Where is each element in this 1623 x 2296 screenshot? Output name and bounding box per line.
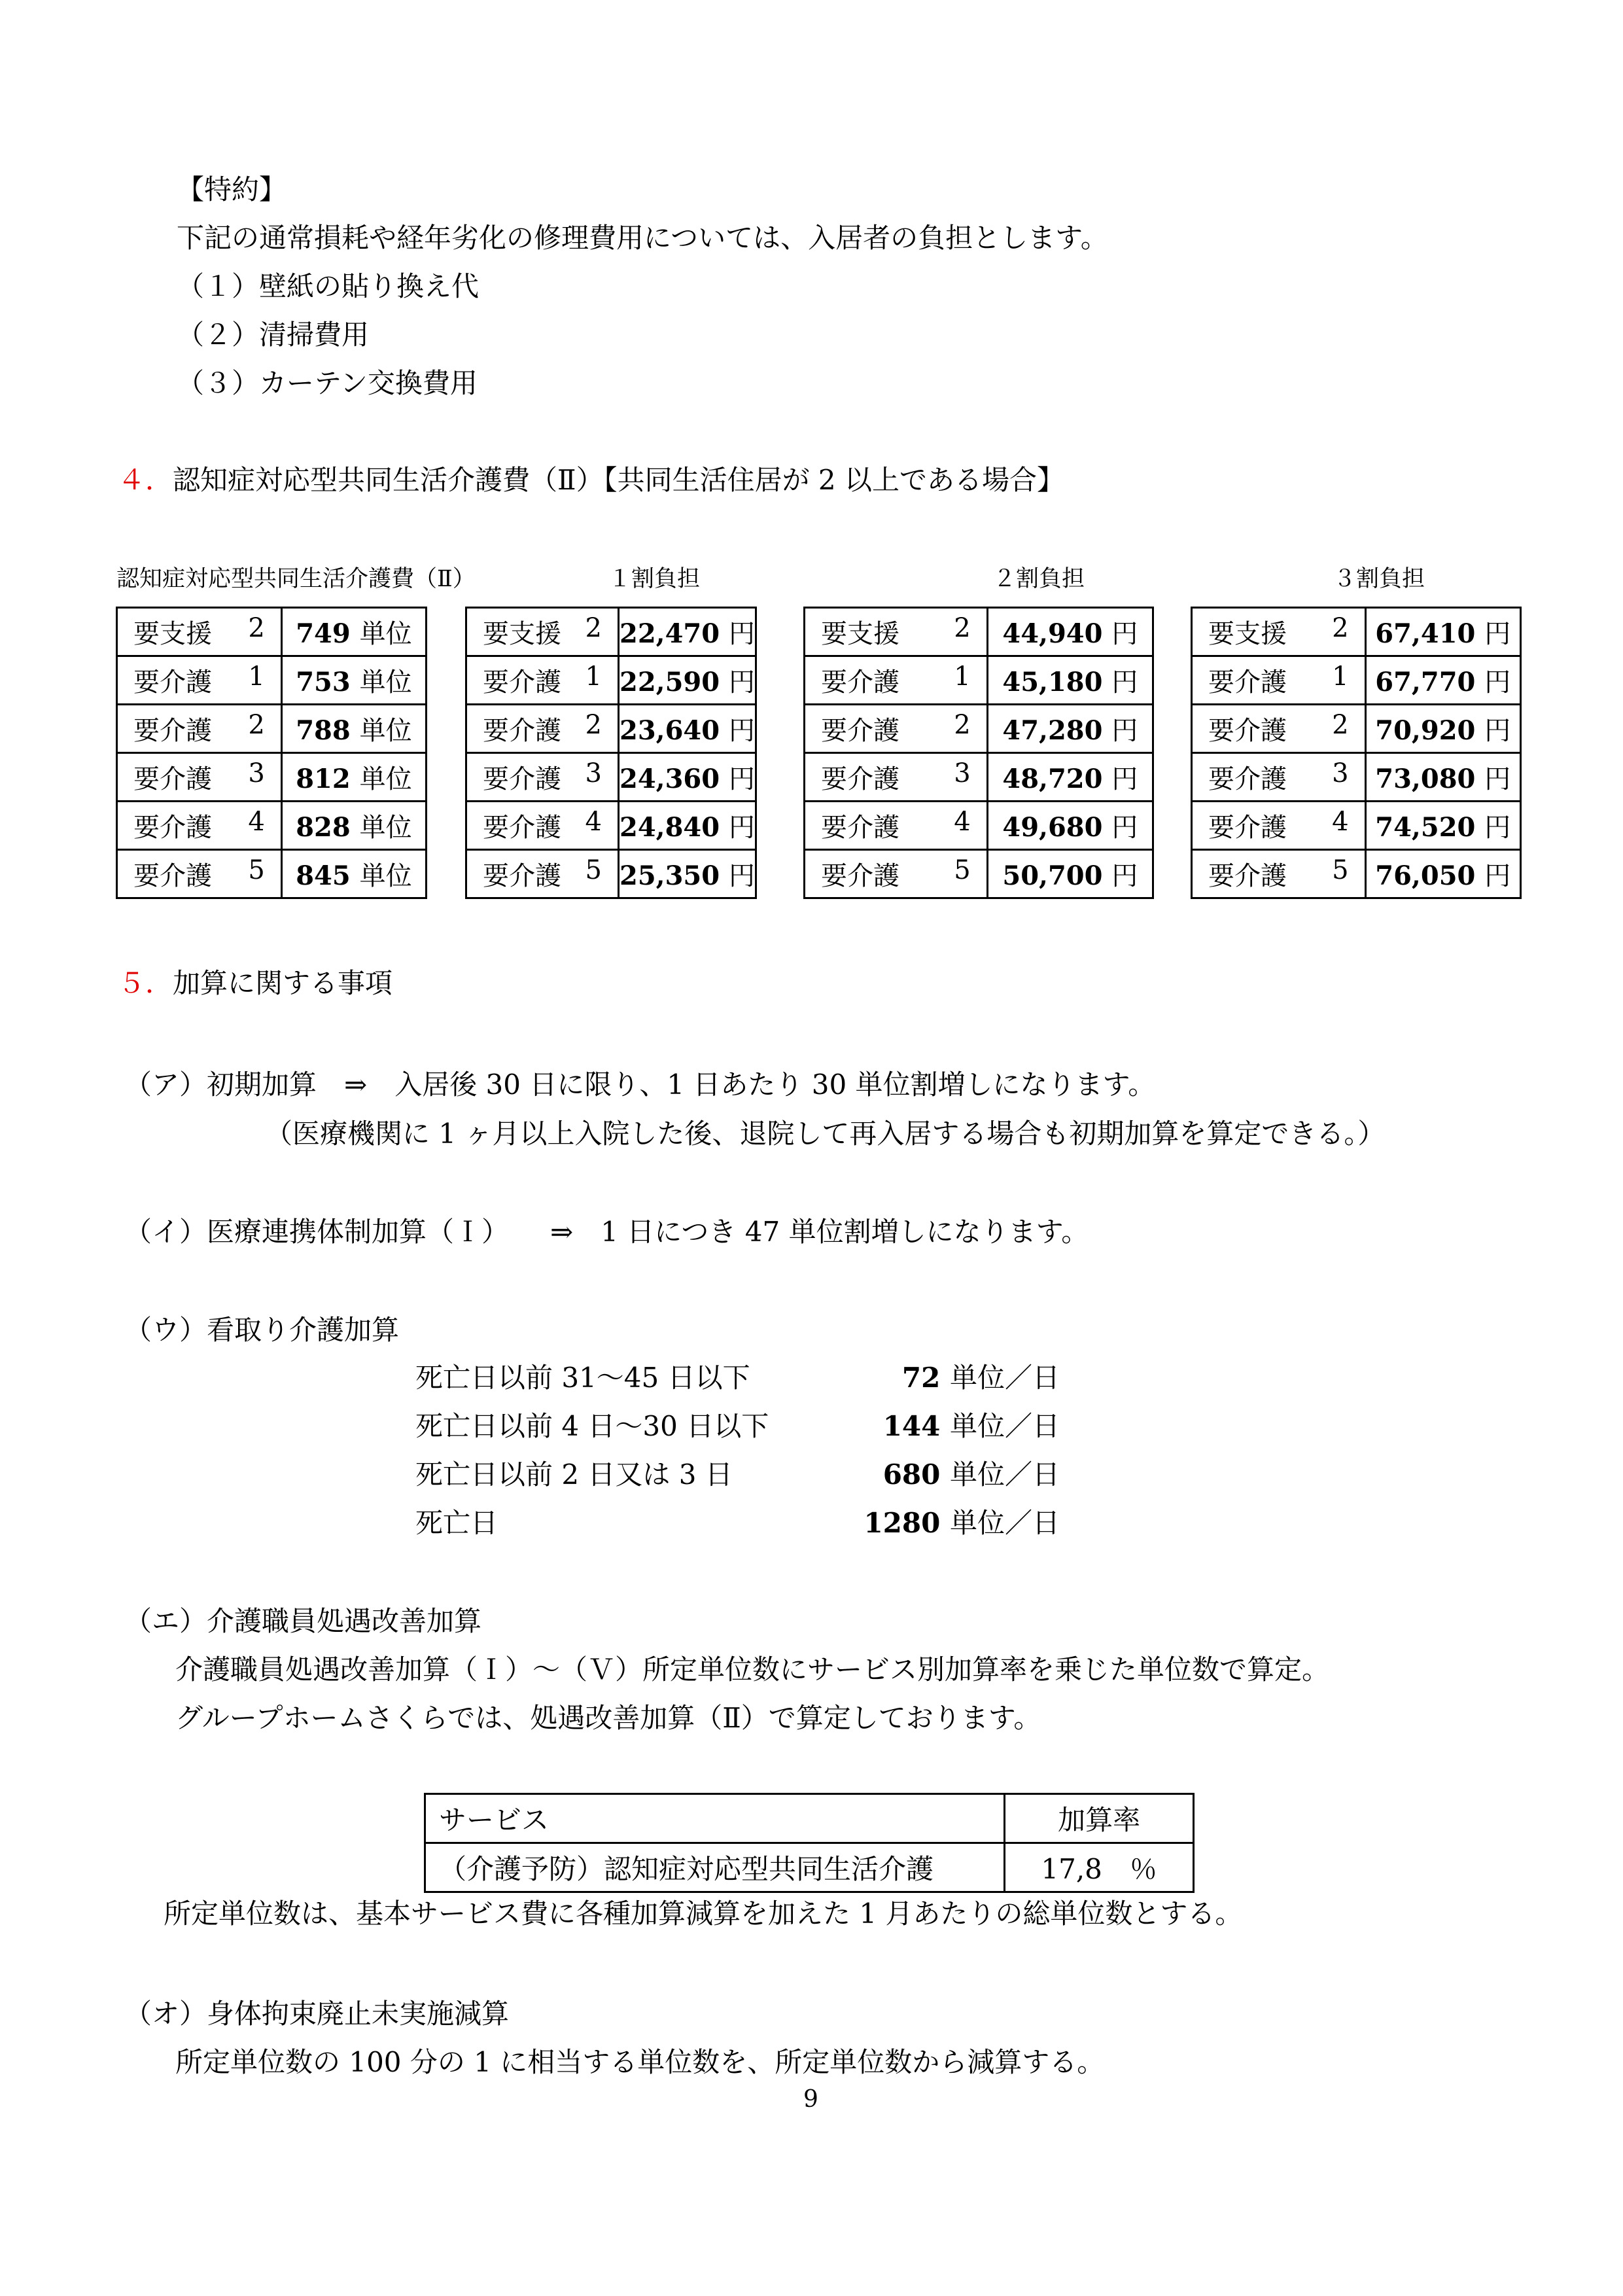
- units-row: [117, 705, 427, 753]
- share3-row: [1192, 753, 1521, 802]
- share3-value: 67,770 円: [1365, 656, 1520, 705]
- section4-number: ４．: [118, 464, 173, 496]
- care-level-number: 5: [1332, 855, 1349, 885]
- care-level-name: 要介護: [133, 861, 212, 891]
- care-level: [805, 850, 988, 898]
- service-header: サービス: [425, 1794, 1005, 1843]
- share1-table: [465, 607, 757, 899]
- care-level-name: 要介護: [1208, 861, 1287, 891]
- share2-row: [805, 753, 1153, 802]
- share1-row: [466, 656, 756, 705]
- units-row: [117, 656, 427, 705]
- care-level: [805, 656, 988, 705]
- care-level: [466, 850, 619, 898]
- care-level: [117, 802, 282, 850]
- care-level-number: 5: [585, 855, 602, 885]
- care-level-name: 要介護: [1208, 813, 1287, 843]
- end-of-life-period: 死亡日以前 4 日～30 日以下: [415, 1410, 769, 1442]
- share3-row: [1192, 656, 1521, 705]
- share1-value: 22,590 円: [618, 656, 756, 705]
- care-level: [805, 753, 988, 802]
- section5-number: ５．: [118, 967, 173, 999]
- care-level: [805, 608, 988, 656]
- units-value: 788 単位: [281, 705, 426, 753]
- share1-table-label: １割負担: [608, 566, 701, 592]
- units-row: [117, 608, 427, 656]
- special-terms-item-3: （３）カーテン交換費用: [177, 367, 478, 399]
- units-row: [117, 753, 427, 802]
- end-of-life-units: 680 単位／日: [882, 1458, 1060, 1491]
- share2-row: [805, 850, 1153, 898]
- care-level-number: 3: [1332, 758, 1349, 788]
- share1-value: 22,470 円: [618, 608, 756, 656]
- care-level-name: 要介護: [1208, 716, 1287, 746]
- care-level: [466, 802, 619, 850]
- care-level-number: 2: [248, 710, 265, 740]
- service-name: （介護予防）認知症対応型共同生活介護: [425, 1843, 1005, 1892]
- share2-value: 47,280 円: [987, 705, 1153, 753]
- care-level-number: 3: [585, 758, 602, 788]
- end-of-life-units: 144 単位／日: [882, 1410, 1060, 1442]
- end-of-life-units: 72 単位／日: [901, 1362, 1060, 1394]
- units-value: 828 単位: [281, 802, 426, 850]
- care-level-name: 要介護: [821, 667, 899, 698]
- care-level-number: 2: [248, 613, 265, 643]
- care-level: [1192, 608, 1366, 656]
- care-level: [117, 608, 282, 656]
- care-level-name: 要介護: [483, 861, 561, 891]
- staff-improvement-heading: （エ）介護職員処遇改善加算: [124, 1605, 482, 1637]
- share1-value: 24,360 円: [618, 753, 756, 802]
- care-level-number: 2: [954, 613, 971, 643]
- special-terms-item-2: （２）清掃費用: [177, 319, 370, 351]
- care-level-number: 2: [585, 710, 602, 740]
- care-level: [1192, 850, 1366, 898]
- share1-row: [466, 705, 756, 753]
- care-level-name: 要介護: [133, 813, 212, 843]
- care-level-number: 5: [954, 855, 971, 885]
- share3-value: 73,080 円: [1365, 753, 1520, 802]
- care-level: [1192, 802, 1366, 850]
- care-level: [1192, 705, 1366, 753]
- care-level-name: 要支援: [821, 619, 899, 649]
- care-level-name: 要介護: [821, 764, 899, 794]
- care-level-name: 要介護: [1208, 764, 1287, 794]
- share1-value: 23,640 円: [618, 705, 756, 753]
- share3-row: [1192, 802, 1521, 850]
- care-level-name: 要支援: [133, 619, 212, 649]
- care-level-name: 要介護: [1208, 667, 1287, 698]
- care-level-number: 1: [1332, 662, 1349, 692]
- care-level: [1192, 656, 1366, 705]
- staff-improvement-line2: グループホームさくらでは、処遇改善加算（Ⅱ）で算定しております。: [175, 1702, 1041, 1734]
- units-value: 749 単位: [281, 608, 426, 656]
- addition-rate-table: [424, 1793, 1195, 1893]
- section4-title: 認知症対応型共同生活介護費（Ⅱ）【共同生活住居が 2 以上である場合】: [173, 464, 1064, 496]
- care-level: [117, 656, 282, 705]
- care-level-name: 要介護: [483, 764, 561, 794]
- care-level: [117, 850, 282, 898]
- end-of-life-period: 死亡日以前 2 日又は 3 日: [415, 1458, 733, 1491]
- share3-value: 67,410 円: [1365, 608, 1520, 656]
- units-table: [116, 607, 427, 899]
- care-level-name: 要支援: [483, 619, 561, 649]
- share1-row: [466, 850, 756, 898]
- page-number: 9: [803, 2086, 818, 2113]
- care-level-number: 4: [248, 807, 265, 837]
- restraint-reduction-line: 所定単位数の 100 分の 1 に相当する単位数を、所定単位数から減算する。: [175, 2046, 1105, 2078]
- care-level-number: 2: [1332, 710, 1349, 740]
- share3-value: 76,050 円: [1365, 850, 1520, 898]
- share2-value: 45,180 円: [987, 656, 1153, 705]
- share2-row: [805, 608, 1153, 656]
- share3-value: 70,920 円: [1365, 705, 1520, 753]
- share2-value: 44,940 円: [987, 608, 1153, 656]
- share2-value: 49,680 円: [987, 802, 1153, 850]
- care-level-name: 要介護: [821, 716, 899, 746]
- care-level-name: 要介護: [133, 667, 212, 698]
- section5-heading: [118, 965, 393, 1002]
- care-level-name: 要介護: [483, 667, 561, 698]
- staff-improvement-line1: 介護職員処遇改善加算（Ｉ）～（Ｖ）所定単位数にサービス別加算率を乗じた単位数で算定。: [175, 1653, 1330, 1686]
- care-level: [466, 705, 619, 753]
- care-level: [1192, 753, 1366, 802]
- share2-row: [805, 656, 1153, 705]
- units-row: [117, 850, 427, 898]
- units-value: 812 単位: [281, 753, 426, 802]
- care-level-name: 要介護: [821, 861, 899, 891]
- care-level-number: 1: [954, 662, 971, 692]
- share1-row: [466, 608, 756, 656]
- initial-addition-note: （医療機関に 1 ヶ月以上入院した後、退院して再入居する場合も初期加算を算定できる。）: [265, 1118, 1386, 1150]
- care-level-name: 要支援: [1208, 619, 1287, 649]
- share3-table: [1191, 607, 1522, 899]
- share2-value: 48,720 円: [987, 753, 1153, 802]
- units-value: 845 単位: [281, 850, 426, 898]
- share2-table-label: ２割負担: [993, 566, 1085, 592]
- care-level-name: 要介護: [133, 716, 212, 746]
- share2-row: [805, 705, 1153, 753]
- share2-table: [803, 607, 1154, 899]
- special-terms-intro: 下記の通常損耗や経年劣化の修理費用については、入居者の負担とします。: [177, 222, 1108, 254]
- care-level: [466, 608, 619, 656]
- section4-heading: [118, 462, 1064, 499]
- medical-cooperation-line: （イ）医療連携体制加算（Ｉ） ⇒ 1 日につき 47 単位割増しになります。: [124, 1216, 1089, 1248]
- share1-value: 25,350 円: [618, 850, 756, 898]
- share3-row: [1192, 705, 1521, 753]
- care-level-number: 2: [1332, 613, 1349, 643]
- initial-addition-line: （ア）初期加算 ⇒ 入居後 30 日に限り、1 日あたり 30 単位割増しになります。: [124, 1069, 1156, 1101]
- rate-header: 加算率: [1005, 1794, 1194, 1843]
- end-of-life-units: 1280 単位／日: [864, 1507, 1060, 1539]
- care-level-name: 要介護: [821, 813, 899, 843]
- care-level-number: 2: [585, 613, 602, 643]
- care-level-number: 3: [954, 758, 971, 788]
- care-level-name: 要介護: [483, 813, 561, 843]
- share3-row: [1192, 608, 1521, 656]
- addition-rate-header-row: [425, 1794, 1194, 1843]
- share2-value: 50,700 円: [987, 850, 1153, 898]
- care-level-name: 要介護: [133, 764, 212, 794]
- care-level: [805, 802, 988, 850]
- special-terms-item-1: （１）壁紙の貼り換え代: [177, 270, 480, 302]
- end-of-life-period: 死亡日以前 31～45 日以下: [415, 1362, 750, 1394]
- care-level-number: 1: [585, 662, 602, 692]
- care-level-number: 4: [585, 807, 602, 837]
- care-level: [466, 656, 619, 705]
- units-table-label: 認知症対応型共同生活介護費（Ⅱ）: [116, 566, 476, 592]
- restraint-reduction-heading: （オ）身体拘束廃止未実施減算: [124, 1998, 510, 2030]
- end-of-life-period: 死亡日: [415, 1507, 498, 1539]
- share3-table-label: ３割負担: [1333, 566, 1425, 592]
- care-level: [466, 753, 619, 802]
- care-level-number: 2: [954, 710, 971, 740]
- units-value: 753 単位: [281, 656, 426, 705]
- care-level-number: 4: [1332, 807, 1349, 837]
- share3-row: [1192, 850, 1521, 898]
- units-row: [117, 802, 427, 850]
- care-level-number: 5: [248, 855, 265, 885]
- share1-row: [466, 753, 756, 802]
- care-level: [805, 705, 988, 753]
- special-terms-heading: 【特約】: [177, 173, 287, 205]
- rate-value: 17,8 ％: [1005, 1843, 1194, 1892]
- care-level-number: 3: [248, 758, 265, 788]
- care-level: [117, 753, 282, 802]
- share1-row: [466, 802, 756, 850]
- care-level-name: 要介護: [483, 716, 561, 746]
- care-level-number: 1: [248, 662, 265, 692]
- unit-definition-note: 所定単位数は、基本サービス費に各種加算減算を加えた 1 月あたりの総単位数とする。: [164, 1898, 1243, 1930]
- share1-value: 24,840 円: [618, 802, 756, 850]
- addition-rate-row: [425, 1843, 1194, 1892]
- share3-value: 74,520 円: [1365, 802, 1520, 850]
- end-of-life-heading: （ウ）看取り介護加算: [124, 1314, 400, 1346]
- section5-title: 加算に関する事項: [173, 967, 393, 999]
- care-level-number: 4: [954, 807, 971, 837]
- share2-row: [805, 802, 1153, 850]
- care-level: [117, 705, 282, 753]
